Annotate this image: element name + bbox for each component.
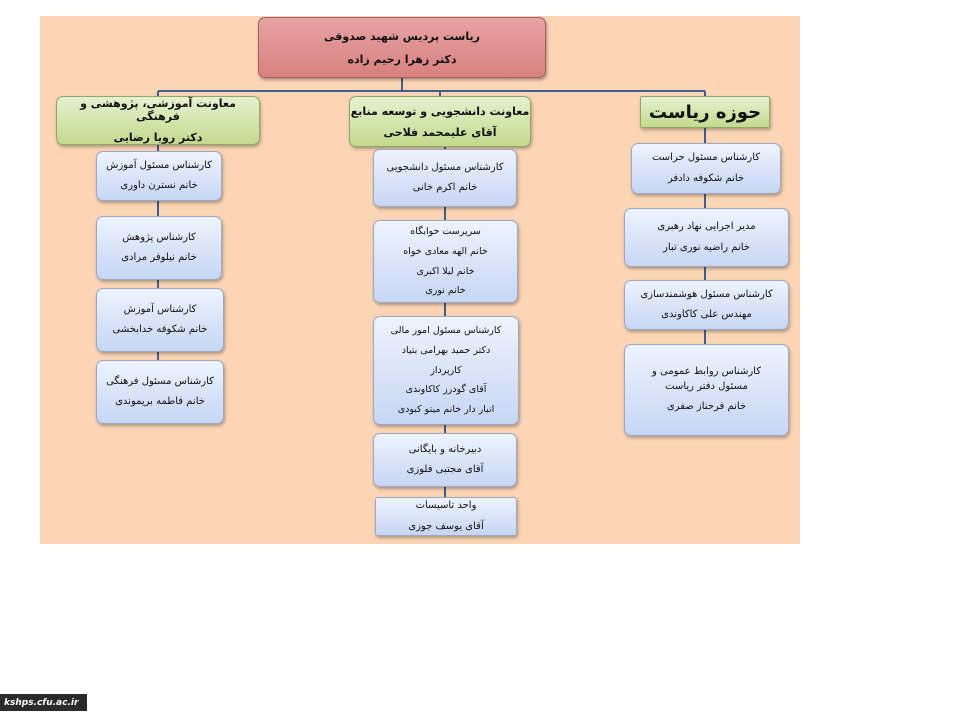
unit-line: واحد تاسیسات (415, 500, 477, 511)
unit-line: خانم نسترن داوری (120, 180, 198, 191)
unit-line: انبار دار خانم میتو کبودی (397, 404, 495, 416)
unit-line: خانم الهه معادی خواه (403, 245, 488, 257)
root-title: ریاست پردیس شهید صدوقی (324, 29, 480, 43)
unit-line: آقای مجتبی فلوزی (406, 464, 484, 475)
root-node (258, 17, 546, 78)
unit-line: دبیرخانه و بایگانی (408, 443, 482, 455)
unit-line: خانم شکوفه خدابخشی (112, 324, 208, 335)
unit-node (96, 288, 224, 352)
unit-node (373, 149, 517, 207)
branch-presidency (640, 96, 770, 128)
unit-line: کارشناس آموزش (123, 303, 197, 315)
branch-presidency-title: حوزه ریاست (648, 101, 762, 123)
unit-line: آقای گودرز کاکاوندی (405, 384, 487, 396)
root-head: دکتر زهرا رحیم زاده (347, 52, 457, 66)
unit-node (96, 360, 224, 424)
unit-node (631, 143, 781, 194)
unit-line: کارشناس مسئول هوشمندسازی (640, 288, 773, 300)
footer-url[interactable]: kshps.cfu.ac.ir (0, 694, 87, 711)
branch-education (56, 96, 260, 145)
unit-line: کارشناس مسئول آموزش (106, 159, 212, 171)
unit-line: خانم شکوفه دادفر (667, 172, 745, 184)
unit-line: خانم نیلوفر مرادی (121, 252, 197, 263)
unit-line: خانم لیلا اکبری (416, 265, 475, 277)
unit-node (373, 316, 519, 425)
branch-student-head: آقای علیمحمد فلاحی (383, 125, 497, 139)
unit-node (375, 497, 517, 536)
unit-line: کارشناس روابط عمومی و مسئول دفتر ریاست (652, 366, 761, 392)
unit-line: کارپرداز (430, 364, 462, 376)
unit-line: دکتر حمید بهرامی بتیاد (401, 344, 491, 356)
branch-education-head: دکتر رویا رضایی (113, 131, 203, 144)
unit-node (624, 280, 789, 330)
branch-student (349, 96, 531, 147)
unit-node (373, 433, 517, 487)
unit-node (96, 151, 222, 201)
unit-line: کارشناس مسئول دانشجویی (386, 161, 504, 173)
unit-node (624, 344, 789, 436)
branch-student-title: معاونت دانشجویی و توسعه منابع (350, 104, 530, 118)
unit-line: آقای یوسف جوزی (408, 520, 484, 532)
unit-node (373, 220, 518, 303)
unit-line: خانم فرحناز صفری (666, 401, 747, 413)
unit-line: سرپرست خوابگاه (410, 225, 481, 237)
unit-line: مهندس علی کاکاوندی (661, 309, 752, 320)
unit-line: کارشناس مسئول فرهنگی (106, 375, 214, 387)
unit-node (96, 216, 222, 280)
unit-line: خانم اکرم خانی (412, 182, 478, 193)
unit-node (624, 208, 789, 267)
unit-line: کارشناس مسئول امور مالی (390, 325, 502, 337)
unit-line: کارشناس مسئول حراست (651, 152, 761, 163)
branch-education-title: معاونت آموزشی، پژوهشی و فرهنگی (80, 97, 236, 123)
unit-line: مدیر اجرایی نهاد رهبری (657, 221, 756, 232)
unit-line: کارشناس پژوهش (122, 231, 196, 243)
unit-line: خانم راضیه نوری تبار (663, 241, 750, 253)
unit-line: خانم نوری (425, 285, 466, 297)
unit-line: خانم فاطمه بریموندی (115, 396, 205, 407)
